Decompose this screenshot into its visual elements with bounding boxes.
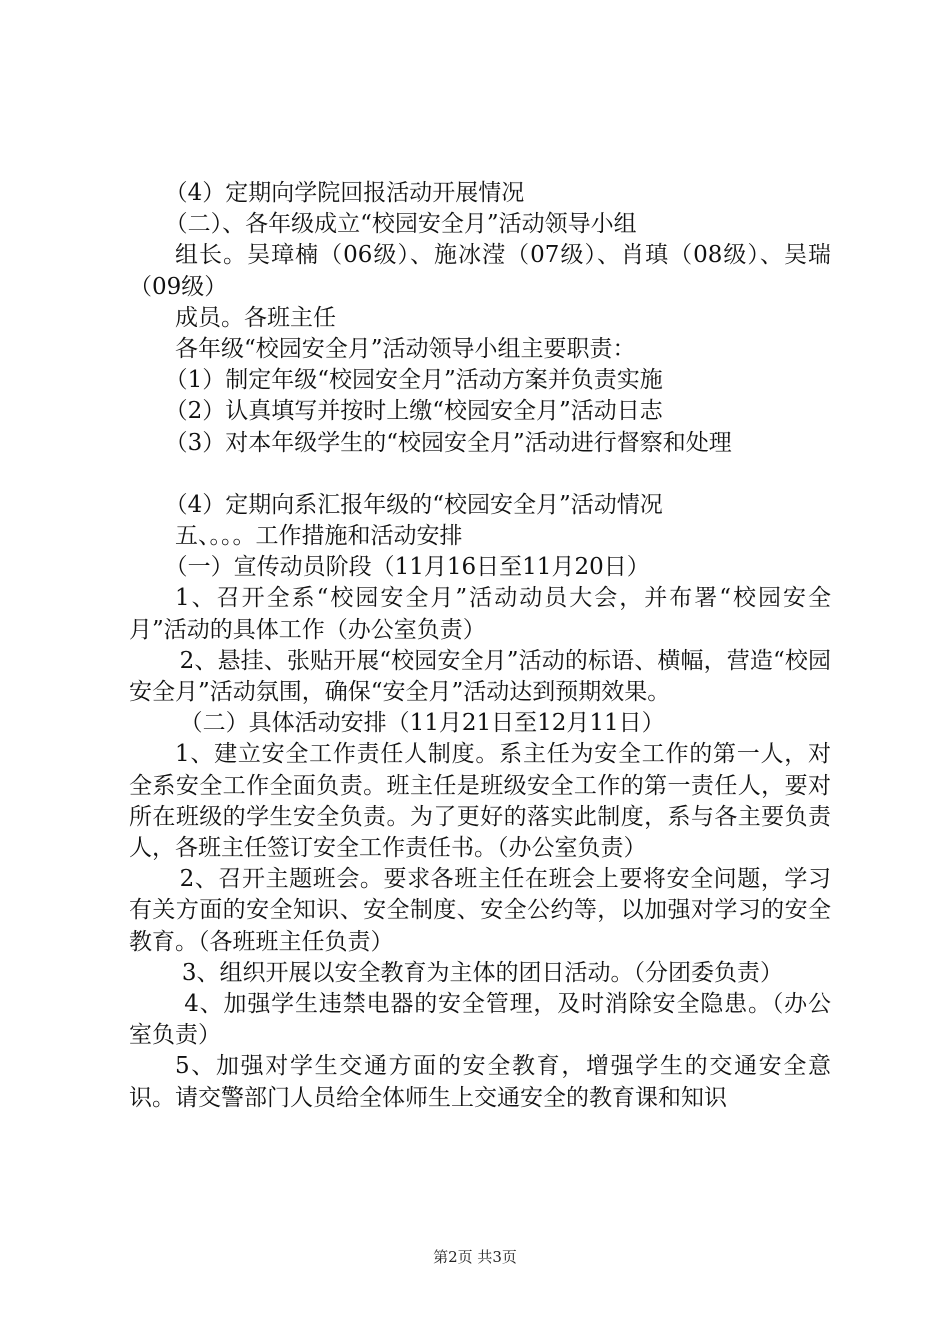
- paragraph: （4）定期向学院回报活动开展情况: [164, 180, 525, 206]
- paragraph: （一）宣传动员阶段（11月16日至11月20日）: [164, 554, 650, 581]
- paragraph: （1）制定年级“校园安全月”活动方案并负责实施: [164, 367, 663, 394]
- paragraph: （二）、各年级成立“校园安全月”活动领导小组: [164, 211, 637, 238]
- paragraph: 3、组织开展以安全教育为主体的团日活动。（分团委负责）: [181, 959, 784, 986]
- paragraph: 5、加强对学生交通方面的安全教育，增强学生的交通安全意识。请交警部门人员给全体师生上交通安全的教育课和知识: [129, 1053, 831, 1111]
- paragraph: 五、。。。工作措施和活动安排: [175, 523, 463, 550]
- paragraph: 2、召开主题班会。要求各班主任在班会上要将安全问题，学习有关方面的安全知识、安全制度、安全公约等，以加强对学习的安全教育。（各班班主任负责）: [129, 866, 831, 955]
- paragraph: 1、召开全系“校园安全月”活动动员大会，并布署“校园安全月”活动的具体工作（办公室负责）: [129, 585, 831, 643]
- paragraph: 4、加强学生违禁电器的安全管理，及时消除安全隐患。（办公室负责）: [129, 991, 831, 1049]
- paragraph: 各年级“校园安全月”活动领导小组主要职责：: [175, 336, 636, 363]
- paragraph: （3）对本年级学生的“校园安全月”活动进行督察和处理: [164, 429, 732, 456]
- paragraph: （2）认真填写并按时上缴“校园安全月”活动日志: [164, 398, 663, 425]
- page-footer: 第2页 共3页: [433, 1248, 517, 1266]
- paragraph: 2、悬挂、张贴开展“校园安全月”活动的标语、横幅，营造“校园安全月”活动氛围，确保“安全月”活动达到预期效果。: [129, 647, 831, 706]
- paragraph: （4）定期向系汇报年级的“校园安全月”活动情况: [164, 491, 663, 518]
- paragraph: 组长。吴璋楠（06级）、施冰滢（07级）、肖瑱（08级）、吴瑞（09级）: [129, 242, 831, 300]
- paragraph: （二）具体活动安排（11月21日至12月11日）: [179, 710, 665, 737]
- document-body: [129, 178, 831, 1114]
- paragraph-gap: [129, 459, 831, 490]
- paragraph: 成员。各班主任: [175, 304, 336, 331]
- paragraph: 1、建立安全工作责任人制度。系主任为安全工作的第一人，对全系安全工作全面负责。班主任是班级安全工作的第一责任人，要对所在班级的学生安全负责。为了更好的落实此制度，系与各主要负责人，各班主任签订安全工作责任书。（办公室负责）: [129, 741, 831, 862]
